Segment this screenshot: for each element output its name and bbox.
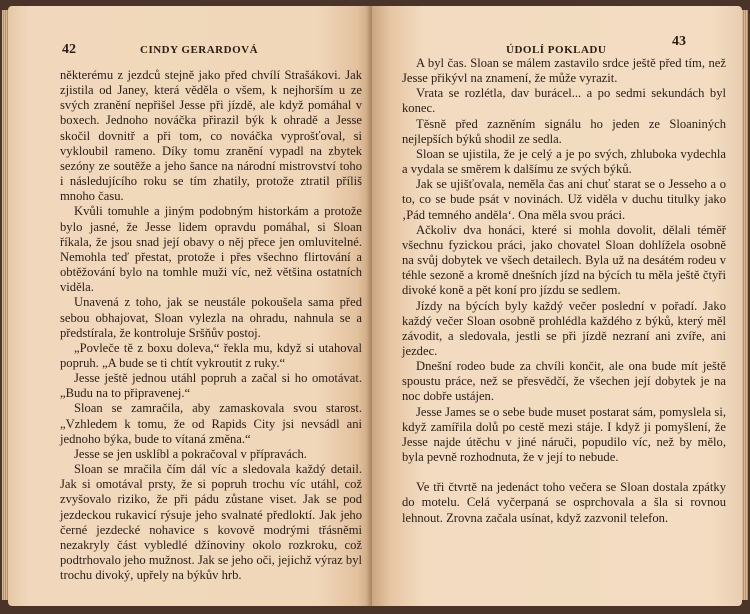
paragraph: „Povleče tě z boxu doleva,“ řekla mu, když si utahoval popruh. „A bude se ti chtít vykroutit z ruky.“	[60, 340, 362, 370]
paragraph: Jesse ještě jednou utáhl popruh a začal si ho omotávat. „Budu na to připravenej.“	[60, 371, 362, 401]
paragraph: Unavená z toho, jak se neustále pokoušela sama před sebou obhajovat, Sloan vylezla na ohradu, nahnula se a předstírala, že kontroluje Sršňův postoj.	[60, 295, 362, 340]
paragraph: Ve tři čtvrtě na jedenáct toho večera se Sloan dostala zpátky do motelu. Celá vyčerpaná se osprchovala a šla si rovnou lehnout. Zrovna začala usínat, když zazvonil telefon.	[402, 480, 726, 525]
paragraph: některému z jezdců stejně jako před chvílí Strašákovi. Jak zjistila od Janey, která věděla o všem, k nejhorším u ze svých zranění nepřišel Jesse při jízdě, ale když pomáhal v boxech. Jednoho nováčka přirazil býk k ohradě a Jesse skočil dovnitř a při tom, co nováčka vyprošťoval, si vykloubil rameno. Díky tomu zranění vypadl na zbytek sezóny ze soutěže a jeho šance na národní mistrovství toho i následujícího roku se tím zhatily, protože ztratil příliš mnoho času.	[60, 68, 362, 204]
running-head: ÚDOLÍ POKLADU	[506, 44, 607, 56]
paragraph: Sloan se mračila čím dál víc a sledovala každý detail. Jak si omotával prsty, že si popruh trochu víc utáhl, což zvyšovalo riziko, že při pádu zůstane viset. Jak se pod jezdeckou rukavicí rýsuje jeho svalnaté předloktí. Jak jeho černé jezdecké nohavice s kovově modrými třásněmi nezakryly část vybledlé džínoviny okolo rozkroku, což podtrhovalo jeho mužnost. Jak se jeho oči, jejichž výraz byl trochu divoký, upřely na býkův hrb.	[60, 462, 362, 583]
page-number: 43	[672, 34, 686, 49]
paragraph: A byl čas. Sloan se málem zastavilo srdce ještě před tím, než Jesse přikývl na znamení, že může vyrazit.	[402, 56, 726, 86]
body-text	[402, 56, 726, 526]
paragraph: Sloan se ujistila, že je celý a je po svých, zhluboka vydechla a vydala se směrem k dalšímu ze svých býků.	[402, 146, 726, 177]
right-page	[372, 6, 742, 606]
paragraph: Dnešní rodeo bude za chvíli končit, ale ona bude mít ještě spoustu práce, než se přesvědčí, že všechen její dobytek je na noc dobře ustájen.	[402, 359, 726, 404]
page-edges-right	[742, 10, 748, 600]
running-head: CINDY GERARDOVÁ	[140, 44, 259, 56]
paragraph: Ačkoliv dva honáci, které si mohla dovolit, dělali téměř všechnu fyzickou práci, jako chovatel Sloan dohlížela osobně na svůj dobytek ve všech detailech. Byla už na desátém rodeu v téhle sezoně a kromě dnešních jízd na býcích tu měla ještě čtyři divoké koně a pět koní pro jízdu se sedlem.	[402, 222, 726, 298]
paragraph: Těsně před zazněním signálu ho jeden ze Sloaniných nejlepších býků shodil ze sedla.	[402, 116, 726, 146]
body-text	[60, 68, 362, 583]
paragraph: Kvůli tomuhle a jiným podobným historkám a protože bylo jasné, že Jesse lidem opravdu pomáhal, si Sloan říkala, že jsou snad její obavy o něj přece jen omluvitelné. Nemohla teď přestat, protože i přes všechno flirtování a obtěžování bylo na tomhle muži víc, než většina ostatních viděla.	[60, 204, 362, 295]
paragraph: Jízdy na býcích byly každý večer poslední v pořadí. Jako každý večer Sloan osobně prohlédla každého z býků, který měl závodit, a sledovala, jestli se při jízdě nezraní ani zvíře, ani jezdec.	[402, 298, 726, 358]
paragraph: Vrata se rozlétla, dav burácel... a po sedmi sekundách byl konec.	[402, 86, 726, 116]
page-number: 42	[62, 42, 76, 57]
paragraph: Jesse James se o sebe bude muset postarat sám, pomyslela si, když zamířila dolů po cestě mezi stáje. I když ji pomyšlení, že Jesse najde útěchu v jiné náruči, popudilo víc, než by mělo, byla pevně rozhodnuta, že v její to nebude.	[402, 404, 726, 465]
paragraph: Jesse se jen usklíbl a pokračoval v přípravách.	[74, 446, 307, 461]
paragraph: Sloan se zamračila, aby zamaskovala svou starost. „Vzhledem k tomu, že od Rapids City jsi nevsádl ani jednoho býka, bude to vítaná změna.“	[60, 401, 362, 446]
paragraph: Jak se ujišťovala, neměla čas ani chuť starat se o Jesseho a o to, co se bude psát v novinách. Už viděla v duchu titulky jako ‚Pád temného anděla‘. Ona měla svou práci.	[402, 177, 726, 222]
left-page	[8, 6, 372, 606]
